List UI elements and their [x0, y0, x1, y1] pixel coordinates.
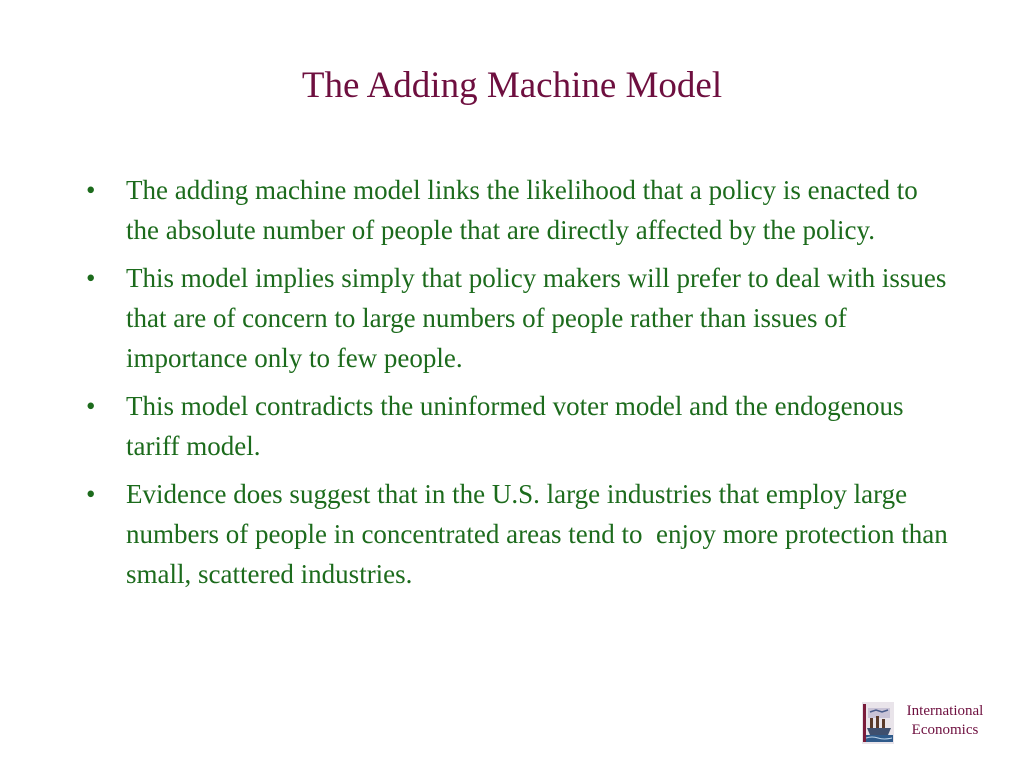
- bullet-list: [86, 170, 956, 602]
- bullet-item: [86, 170, 956, 250]
- bullet-text: This model contradicts the uninformed voter model and the endogenous tariff model.: [126, 391, 911, 461]
- bullet-marker: •: [86, 479, 96, 509]
- logo-line-economics: Economics: [911, 722, 979, 738]
- bullet-marker: •: [86, 263, 96, 293]
- bullet-item: [86, 258, 956, 378]
- bullet-marker: •: [86, 175, 96, 205]
- international-economics-logo: [862, 702, 994, 744]
- logo-text: [896, 702, 994, 740]
- bullet-item: [86, 386, 956, 466]
- bullet-marker: •: [86, 391, 96, 421]
- slide-title: The Adding Machine Model: [301, 65, 723, 106]
- bullet-text: Evidence does suggest that in the U.S. large industries that employ large numbers of people in concentrated areas tend to enjoy more protection than small, scattered industries.: [126, 479, 955, 589]
- ship-globe-logo-icon: [862, 702, 894, 744]
- bullet-text: This model implies simply that policy makers will prefer to deal with issues that are of concern to large numbers of people rather than issues of importance only to few people.: [126, 263, 954, 373]
- logo-line-international: International: [906, 703, 984, 719]
- bullet-item: [86, 474, 956, 594]
- bullet-text: The adding machine model links the likelihood that a policy is enacted to the absolute number of people that are directly affected by the policy.: [126, 175, 925, 245]
